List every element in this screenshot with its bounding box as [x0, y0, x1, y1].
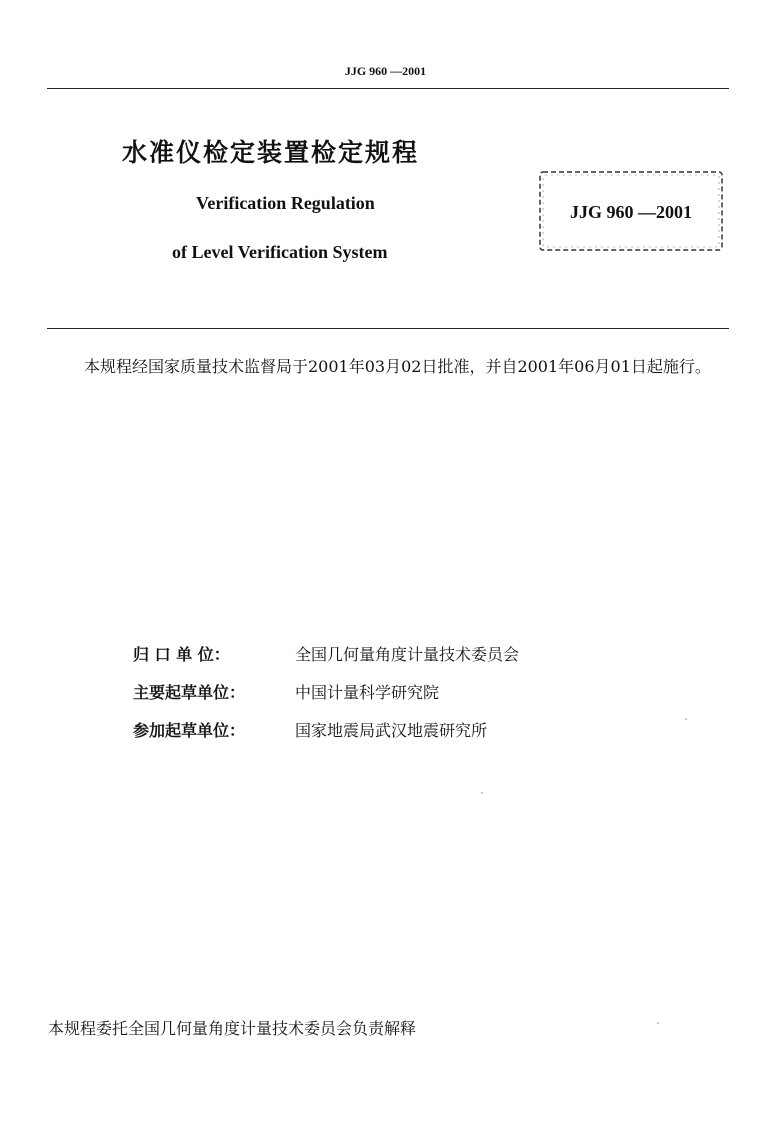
header-rule — [47, 88, 729, 89]
info-label: 归 口 单 位： — [133, 645, 230, 664]
code-box — [536, 166, 726, 256]
info-value: 国家地震局武汉地震研究所 — [295, 721, 488, 740]
info-label: 主要起草单位： — [133, 683, 246, 702]
code-box-text: JJG 960 —2001 — [569, 202, 692, 222]
scan-speck — [481, 792, 483, 794]
chinese-title: 水准仪检定装置检定规程 — [122, 138, 420, 167]
scan-speck — [657, 1022, 659, 1024]
english-title-line2: of Level Verification System — [172, 242, 388, 262]
section-rule — [47, 328, 729, 329]
running-header-code: JJG 960 —2001 — [344, 64, 427, 78]
english-title-line1: Verification Regulation — [196, 193, 375, 213]
approval-statement: 本规程经国家质量技术监督局于2001年03月02日批准，并自2001年06月01日起施行。 — [84, 357, 711, 376]
interpretation-note: 本规程委托全国几何量角度计量技术委员会负责解释 — [48, 1019, 417, 1038]
info-value: 中国计量科学研究院 — [295, 683, 440, 702]
scan-speck — [685, 718, 687, 720]
info-label: 参加起草单位： — [133, 721, 246, 740]
info-value: 全国几何量角度计量技术委员会 — [295, 645, 520, 664]
